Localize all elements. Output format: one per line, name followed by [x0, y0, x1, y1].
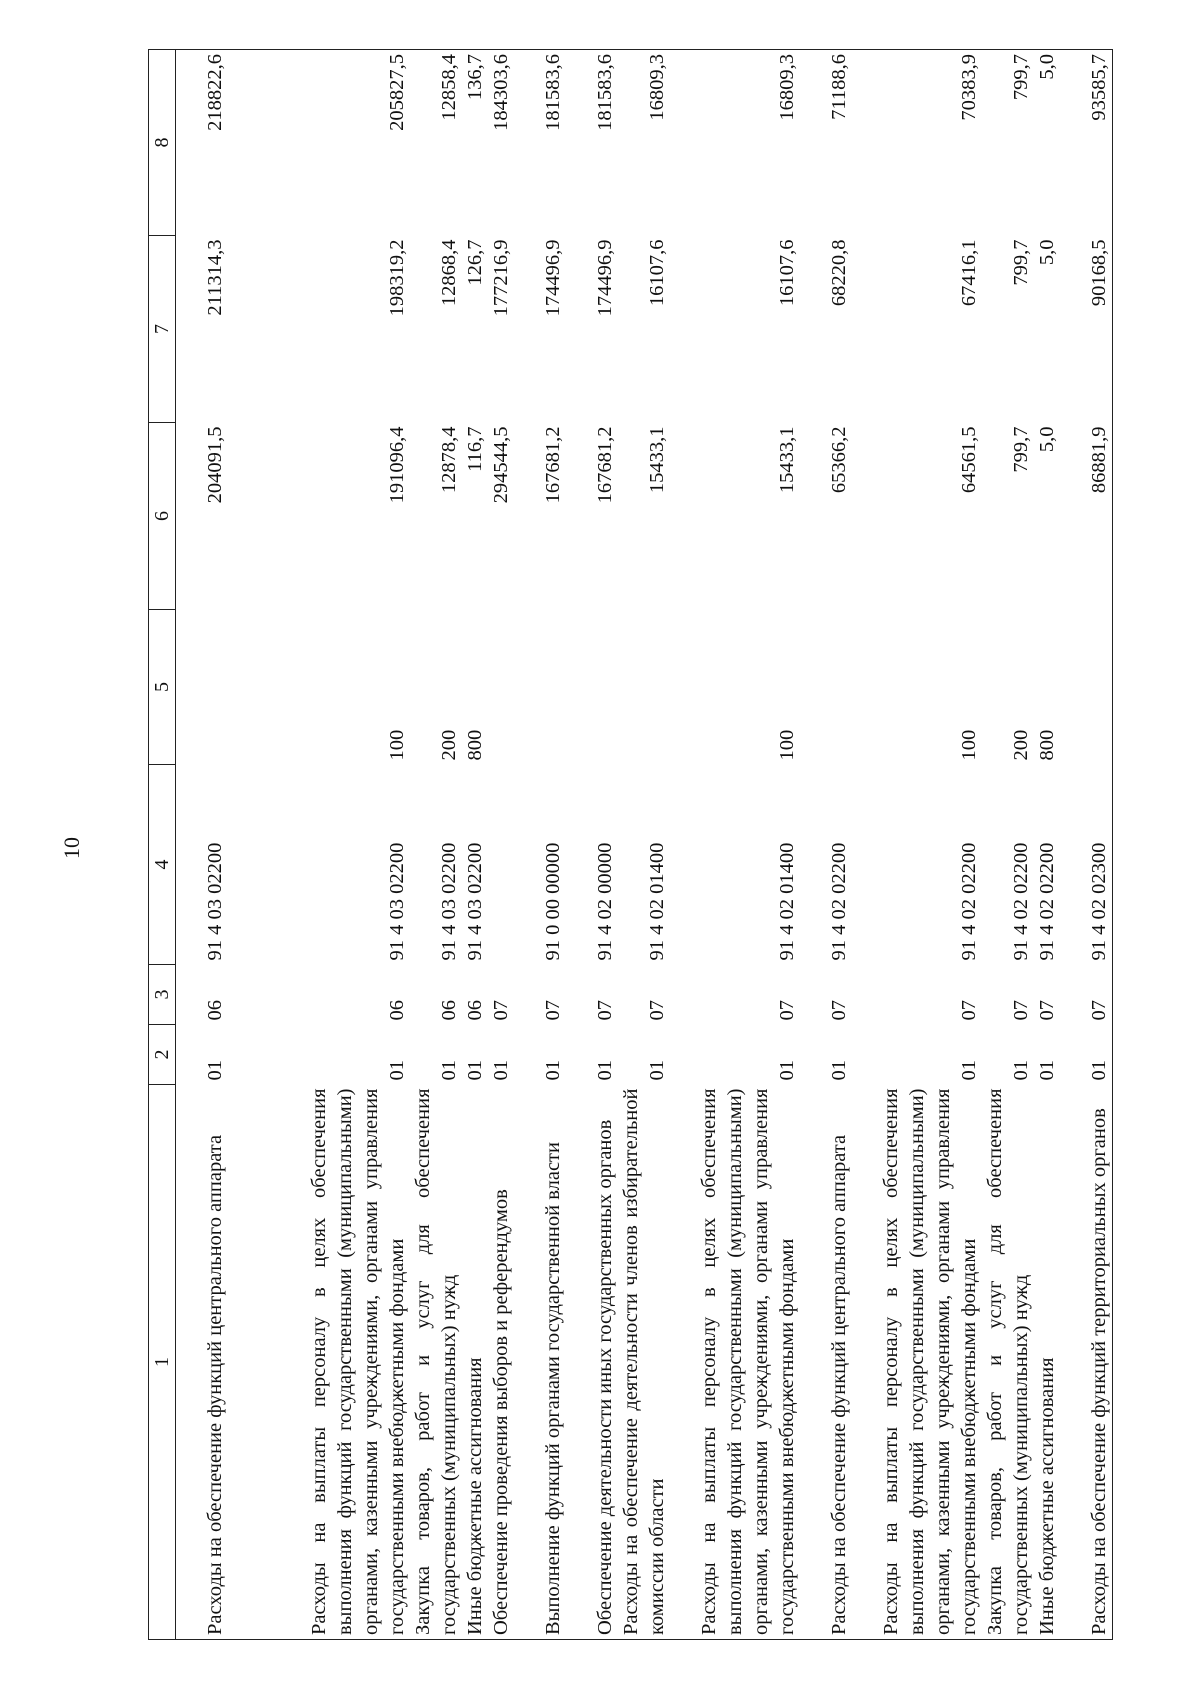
- section-code-cell: 01: [204, 1060, 226, 1081]
- subsection-code-cell: 07: [646, 1000, 668, 1021]
- table-row: [176, 50, 229, 1640]
- row-name-cell: Закупка товаров, работ и услуг для обеспечения государственных (муниципальных) нужд: [410, 1085, 462, 1640]
- column-header: 7: [149, 236, 176, 423]
- subsection-code-cell: 06: [438, 1000, 460, 1021]
- row-name-cell: Расходы на выплаты персоналу в целях обеспечения выполнения функций государственными (муниципальными) органами, казенными учреждениями, органами управления государственными внебюджетными фондами: [228, 1085, 410, 1640]
- amount-cell: 15433,1: [646, 426, 668, 494]
- column-header: 4: [149, 765, 176, 965]
- expense-type-cell: 100: [386, 729, 408, 761]
- amount-cell: 86881,9: [1060, 423, 1113, 610]
- amount-cell: 71188,6: [800, 50, 852, 236]
- row-name-cell: Иные бюджетные ассигнования: [462, 1085, 488, 1640]
- target-article-cell: 91 4 02 02300: [1060, 765, 1113, 965]
- amount-cell: 177216,9: [490, 239, 512, 317]
- amount-cell: 204091,5: [204, 426, 226, 504]
- amount-cell: 15433,1: [776, 426, 798, 494]
- expense-type-cell: 200: [1010, 729, 1032, 761]
- subsection-code-cell: 07: [1060, 965, 1113, 1025]
- section-code-cell: 01: [646, 1060, 668, 1081]
- row-name-cell: Выполнение функций органами государственной власти: [514, 1085, 566, 1640]
- subsection-code-cell: 07: [490, 1000, 512, 1021]
- target-article-cell: 91 0 00 00000: [542, 842, 564, 961]
- table-row: [1060, 50, 1113, 1640]
- target-article-cell: 91 4 02 02200: [1036, 842, 1058, 961]
- section-code-cell: 01: [438, 1060, 460, 1081]
- subsection-code-cell: 06: [464, 1000, 486, 1021]
- row-name-cell: Расходы на обеспечение функций центрального аппарата: [176, 1085, 229, 1640]
- amount-cell: 126,7: [464, 239, 486, 286]
- expense-type-cell: [514, 610, 566, 765]
- column-header: 1: [149, 1085, 176, 1640]
- amount-cell: 65366,2: [828, 426, 850, 494]
- expense-type-cell: [800, 610, 852, 765]
- column-header: 3: [149, 965, 176, 1025]
- amount-cell: 70383,9: [852, 50, 982, 236]
- amount-cell: 16107,6: [646, 239, 668, 307]
- amount-cell: 67416,1: [958, 239, 980, 307]
- amount-cell: 12868,4: [438, 239, 460, 307]
- section-code-cell: 01: [828, 1060, 850, 1081]
- expense-type-cell: [566, 610, 618, 765]
- row-name-cell: Расходы на выплаты персоналу в целях обеспечения выполнения функций государственными (муниципальными) органами, казенными учреждениями, органами управления государственными внебюджетными фондами: [670, 1085, 800, 1640]
- expense-type-cell: [488, 610, 514, 765]
- table-row: [514, 50, 566, 1640]
- amount-cell: 294544,5: [490, 426, 512, 504]
- table-row: [670, 50, 800, 1640]
- amount-cell: 136,7: [462, 50, 488, 236]
- column-header: 8: [149, 50, 176, 236]
- section-code-cell: 01: [464, 1060, 486, 1081]
- target-article-cell: 91 4 03 02200: [438, 842, 460, 961]
- amount-cell: 191096,4: [386, 426, 408, 504]
- column-header: 5: [149, 610, 176, 765]
- amount-cell: 184303,6: [488, 50, 514, 236]
- row-name-cell: Закупка товаров, работ и услуг для обеспечения государственных (муниципальных) нужд: [982, 1085, 1034, 1640]
- section-code-cell: 01: [386, 1060, 408, 1081]
- section-code-cell: 01: [542, 1060, 564, 1081]
- row-name-cell: Расходы на обеспечение деятельности членов избирательной комиссии области: [618, 1085, 670, 1640]
- amount-cell: 167681,2: [594, 426, 616, 504]
- subsection-code-cell: 07: [542, 1000, 564, 1021]
- expense-type-cell: [618, 610, 670, 765]
- table-row: [566, 50, 618, 1640]
- target-article-cell: 91 4 02 01400: [776, 842, 798, 961]
- subsection-code-cell: 06: [386, 1000, 408, 1021]
- amount-cell: 205827,5: [228, 50, 410, 236]
- amount-cell: 64561,5: [958, 426, 980, 494]
- expense-type-cell: [1060, 610, 1113, 765]
- page-number: 10: [59, 837, 84, 859]
- section-code-cell: 01: [1010, 1060, 1032, 1081]
- amount-cell: 218822,6: [176, 50, 229, 236]
- target-article-cell: 91 4 02 00000: [594, 842, 616, 961]
- amount-cell: 181583,6: [514, 50, 566, 236]
- table-row: [228, 50, 410, 1640]
- amount-cell: 799,7: [1010, 239, 1032, 286]
- expense-type-cell: 800: [1036, 729, 1058, 761]
- amount-cell: 5,0: [1034, 50, 1060, 236]
- amount-cell: 5,0: [1036, 426, 1058, 453]
- amount-cell: 93585,7: [1060, 50, 1113, 236]
- subsection-code-cell: 07: [776, 1000, 798, 1021]
- amount-cell: 12878,4: [438, 426, 460, 494]
- rotated-page-content: [148, 50, 1110, 1640]
- target-article-cell: 91 4 02 02200: [828, 842, 850, 961]
- subsection-code-cell: 07: [958, 1000, 980, 1021]
- section-code-cell: 01: [1060, 1025, 1113, 1085]
- row-name-cell: Расходы на обеспечение функций территориальных органов: [1060, 1085, 1113, 1640]
- amount-cell: 16809,3: [618, 50, 670, 236]
- amount-cell: 16809,3: [670, 50, 800, 236]
- subsection-code-cell: 07: [1036, 1000, 1058, 1021]
- target-article-cell: 91 4 03 02200: [386, 842, 408, 961]
- amount-cell: 198319,2: [386, 239, 408, 317]
- section-code-cell: 01: [594, 1060, 616, 1081]
- expense-type-cell: 100: [776, 729, 798, 761]
- column-header: 6: [149, 423, 176, 610]
- amount-cell: 90168,5: [1060, 236, 1113, 423]
- row-name-cell: Расходы на обеспечение функций центрального аппарата: [800, 1085, 852, 1640]
- table-row: [852, 50, 982, 1640]
- amount-cell: 799,7: [982, 50, 1034, 236]
- amount-cell: 5,0: [1036, 239, 1058, 266]
- section-code-cell: 01: [490, 1060, 512, 1081]
- amount-cell: 174496,9: [594, 239, 616, 317]
- column-header: 2: [149, 1025, 176, 1085]
- target-article-cell: 91 4 03 02200: [464, 842, 486, 961]
- subsection-code-cell: 06: [204, 1000, 226, 1021]
- subsection-code-cell: 07: [594, 1000, 616, 1021]
- row-name-cell: Обеспечение деятельности иных государственных органов: [566, 1085, 618, 1640]
- section-code-cell: 01: [958, 1060, 980, 1081]
- target-article-cell: 91 4 02 02200: [1010, 842, 1032, 961]
- subsection-code-cell: 07: [828, 1000, 850, 1021]
- table-row: [982, 50, 1034, 1640]
- amount-cell: 16107,6: [776, 239, 798, 307]
- amount-cell: 181583,6: [566, 50, 618, 236]
- expense-type-cell: [176, 610, 229, 765]
- amount-cell: 167681,2: [542, 426, 564, 504]
- budget-table: [148, 49, 1113, 1640]
- table-header-row: [149, 50, 176, 1640]
- expense-type-cell: 200: [438, 729, 460, 761]
- table-row: [462, 50, 488, 1640]
- amount-cell: 211314,3: [204, 239, 226, 316]
- table-row: [1034, 50, 1060, 1640]
- section-code-cell: 01: [1036, 1060, 1058, 1081]
- amount-cell: 68220,8: [828, 239, 850, 307]
- row-name-cell: Обеспечение проведения выборов и референдумов: [488, 1085, 514, 1640]
- target-article-cell: 91 4 03 02200: [204, 842, 226, 961]
- subsection-code-cell: 07: [1010, 1000, 1032, 1021]
- expense-type-cell: 800: [464, 729, 486, 761]
- target-article-cell: 91 4 02 01400: [646, 842, 668, 961]
- amount-cell: 116,7: [464, 426, 486, 472]
- expense-type-cell: 100: [958, 729, 980, 761]
- row-name-cell: Расходы на выплаты персоналу в целях обеспечения выполнения функций государственными (муниципальными) органами, казенными учреждениями, органами управления государственными внебюджетными фондами: [852, 1085, 982, 1640]
- amount-cell: 799,7: [1010, 426, 1032, 473]
- amount-cell: 12858,4: [410, 50, 462, 236]
- table-row: [618, 50, 670, 1640]
- section-code-cell: 01: [776, 1060, 798, 1081]
- table-row: [410, 50, 462, 1640]
- row-name-cell: Иные бюджетные ассигнования: [1034, 1085, 1060, 1640]
- amount-cell: 174496,9: [542, 239, 564, 317]
- table-row: [800, 50, 852, 1640]
- target-article-cell: [488, 765, 514, 965]
- target-article-cell: 91 4 02 02200: [958, 842, 980, 961]
- table-row: [488, 50, 514, 1640]
